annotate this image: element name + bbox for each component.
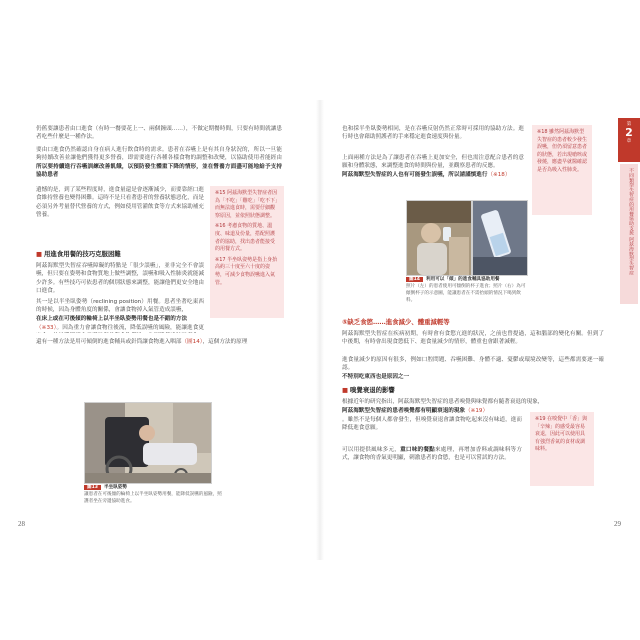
photo-14-description: 照片（左）的患者使用可傾倒的杯子進食；照片（右）為可傾倒杯子的示意圖，能讓患者在不需抬頭的情況下喝到飲料。 <box>406 284 526 303</box>
right-page <box>320 0 640 640</box>
photo-13-description: 讓患者在可後傾的輪椅上以半坐臥姿勢用餐，能降低誤嚥的風險，照護者坐在旁邊協助進食。 <box>84 492 222 504</box>
photo-tilt-cup <box>472 200 528 276</box>
left-paragraph-2: 要由口進食仍然確認自身在病人進行飲食時的需求。患者在吞嚥上是有其自身狀況的，所以一旦能夠持續改善並讓他們獲得更多營養，即需要進行各種各樣食物的調整和改變，以協助使用者能經由 <box>36 147 282 162</box>
side-note-15: ※15 阿茲海默型失智症者因為「不吃」「難吃」「吃不下」而無法進食時，需要仔細觀察原因，並依照狀態調整。 <box>215 190 278 219</box>
left-paragraph-6: 還有一種方法是用可傾倒的進食輔具或針筒讓食物進入咽部（圖14），這個方法的原理 <box>36 339 248 345</box>
left-paragraph-2-emphasis: 所以要持續進行吞嚥訓練改善飢餓，以預防發生體重下降的情形，並在營養方面盡可能地給予支持協助患者 <box>36 164 282 179</box>
right-heading-smell: ■ 嗅覺衰退的影響 <box>342 386 395 394</box>
photo-reclining-wheelchair <box>84 402 212 484</box>
side-note-17: ※17 半坐臥姿勢是指上身抬高約三十度至六十度的姿勢，可減少食物誤嚥進入氣管。 <box>215 256 278 286</box>
right-paragraph-4-tail: 。雖然不是每個人都會發生，但嗅覺衰退會讓食物吃起來沒有味道，進而降低進食意願。 <box>342 417 522 432</box>
left-paragraph-1: 仍舊要讓患者由口進食（有時一餐要花上一、兩個鐘頭……），不做定期餐時間，只要有時間就讓患者吃些什麼是一種作法。 <box>36 126 282 141</box>
right-paragraph-3b: 進食量減少的原因有很多，例如口腔問題、吞嚥困難、身體不適、憂鬱或環境改變等，這些都需要逐一確認。 <box>342 357 604 372</box>
right-side-note-19: ※19 在嗅覺中「香」與「辛辣」的感受最容易衰退，因此可以使用具有強烈香氣的食材或調味料。 <box>530 412 594 486</box>
patient-drinking-illustration <box>407 201 471 275</box>
right-paragraph-2: 上面兩種方法是為了讓患者在吞嚥上更加安全，但也需注意配合患者的意願和身體狀態，來調整進食的時間與份量，並觀察患者的反應。 <box>342 155 524 170</box>
right-paragraph-3: 阿茲海默型失智症在疾病初期，有時會有食慾亢進的狀況，之前也曾提過，這和腦部的變化有關。但到了中後期，有時會出現食慾低下、進食量減少的情形，體重也會跟著減輕。 <box>342 331 604 346</box>
left-paragraph-5: 其一是以半坐臥姿勢（reclining position）用餐。患者坐著吃東西的時候，因為身體角度的關係，會讓食物掉入氣管造成誤嚥， <box>36 299 204 314</box>
side-note-16: ※16 考慮食物的質地、溫度、味道及份量，搭配照護者的協助，找出患者能接受的用餐方式。 <box>215 223 276 253</box>
tilt-cup-illustration <box>473 201 527 275</box>
left-side-note <box>210 186 284 318</box>
heading-bullet-icon: ■ <box>342 386 349 394</box>
heading-bullet-icon: ■ <box>36 250 43 258</box>
right-paragraph-1: 也和採半坐臥姿勢相同，是在吞嚥反射仍然正常時可採用的協助方法。進行時也會藉助照護者的手來穩定進食速度與份量。 <box>342 126 524 141</box>
right-paragraph-4: 根據近年的研究指出，阿茲海默型失智症的患者嗅覺與味覺都有隨著衰退的現象， <box>342 399 544 405</box>
left-page-number: 28 <box>18 520 25 528</box>
photo-patient-drinking <box>406 200 472 276</box>
right-heading-appetite: ⑤缺乏食慾……進食減少、體重減輕等 <box>342 318 450 326</box>
right-page-number: 29 <box>614 520 621 528</box>
right-paragraph-3b-emphasis: 不特別吃東西也是原因之一 <box>342 374 410 380</box>
right-paragraph-2-emphasis: 阿茲海默型失智症的人也有可能發生誤嚥，所以請謹慎進行（※18） <box>342 172 511 178</box>
left-paragraph-5-emphasis: 在床上或在可後傾的輪椅上以半坐臥姿勢用餐也是不錯的方法 <box>36 316 188 322</box>
photo-13-caption: 圖13 半坐臥姿勢 <box>84 484 222 491</box>
right-paragraph-5: 可以用提供風味多元，重口味的餐點來處理，再增加香料或調味料等方式，讓食物的香氣更明顯，刺激患者的食慾，也是可以嘗試的方法。 <box>342 447 522 462</box>
left-heading-technique: ■ 用進食用餐的技巧克服困難 <box>36 250 121 258</box>
left-paragraph-4: 阿茲海默型失智症吞嚥障礙的特點是「很少誤嚥」，並非完全不會誤嚥，但只要在姿勢和食物質地上做些調整，誤嚥和吸入性肺炎就能減少許多。有些技巧可依患者的個別狀態來調整，能讓他們更安全地由口進食。 <box>36 263 204 295</box>
left-paragraph-5-ref: （※33）。因為重力會讓食物往後流，降低誤嚥的風險，能讓進食更 <box>36 325 204 331</box>
photo-14-caption: 圖14 利用可以「傾」的進食輔具協助用餐 <box>406 276 528 283</box>
right-side-note-18: ※18 雖然阿茲海默型失智症的患者較少發生誤嚥，但仍須留意患者的狀態，若出現嗆咳或發燒，應盡早就醫確認是否為吸入性肺炎。 <box>532 125 592 215</box>
wheelchair-illustration <box>85 403 211 483</box>
chapter-tab: 第 2 章 <box>618 118 640 162</box>
right-paragraph-4-emphasis: 阿茲海默型失智症的患者嗅覺都有明顯衰退的現象（※19） <box>342 408 489 414</box>
chapter-title-strip: 不同類型失智症的用餐協助支援 阿茲海默型失智症 <box>620 164 638 304</box>
left-paragraph-3: 遺憾的是，到了某些程度時，進食量還是會逐漸減少，而要靠經口進食維持營養也變得困難。這時不是只看著患者的營養狀態惡化，而是必須另外考量替代營養的方式，例如使用管灌飲食等方式來協助補充營養。 <box>36 187 204 219</box>
